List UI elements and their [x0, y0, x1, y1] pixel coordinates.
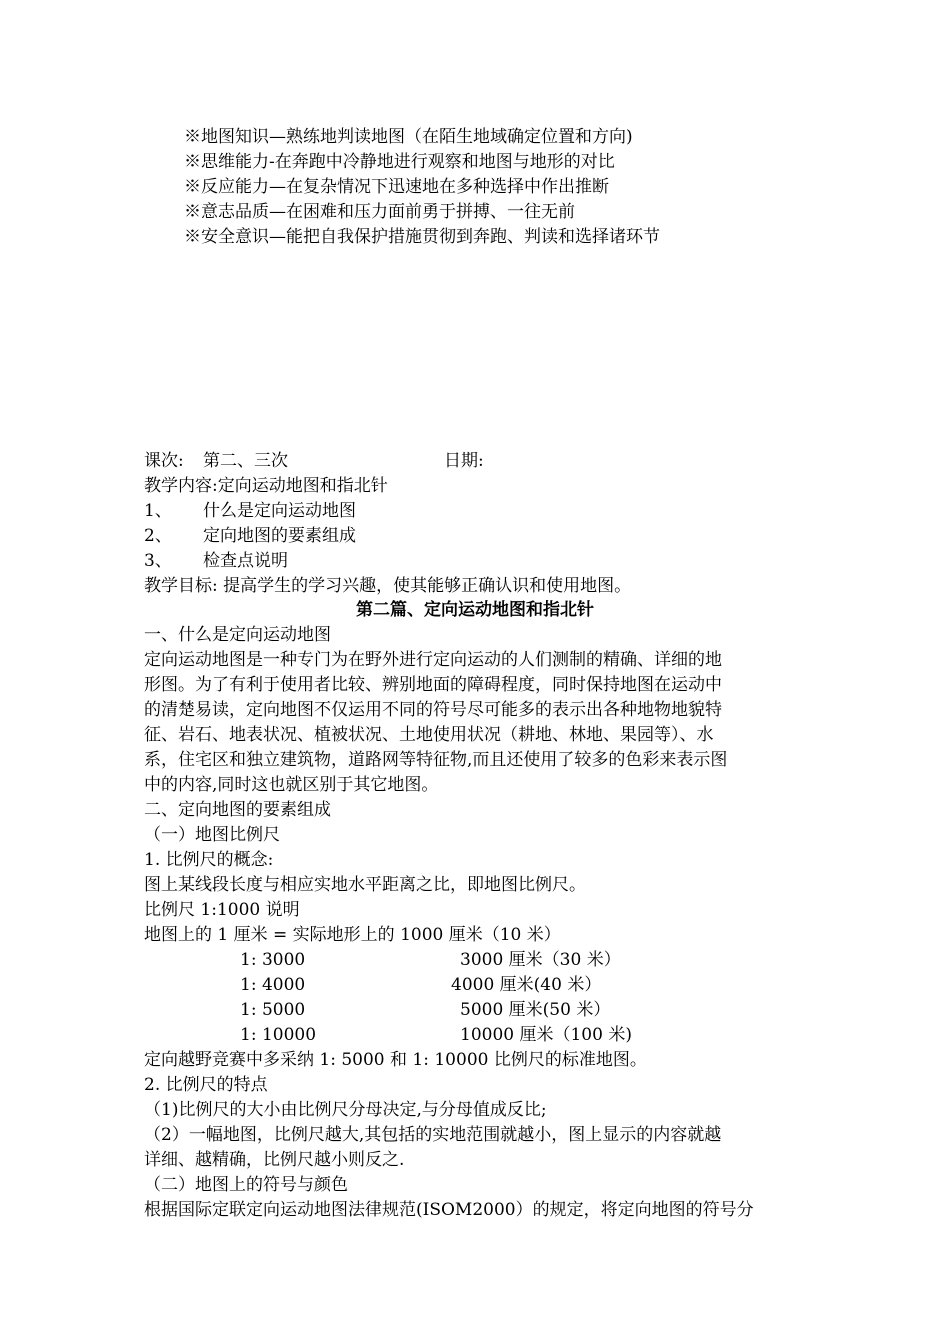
scale-value: 5000 厘米(50 米） [460, 1000, 611, 1020]
scale-ratio: 1: 4000 [240, 975, 306, 995]
scale-standard: 定向越野竞赛中多采纳 1: 5000 和 1: 10000 比例尺的标准地图。 [144, 1050, 647, 1070]
symbols-intro-line: 根据国际定联定向运动地图法律规范(ISOM2000）的规定，将定向地图的符号分 [144, 1200, 754, 1220]
scale-concept-title: 1. 比例尺的概念: [144, 850, 274, 870]
date-label: 日期: [444, 451, 484, 471]
lesson-item-num-3: 3、 [144, 551, 172, 571]
scale-feature-line: （1)比例尺的大小由比例尺分母决定,与分母值成反比; [144, 1100, 547, 1120]
scale-ratio: 1: 10000 [240, 1025, 317, 1045]
skill-safety: ※安全意识—能把自我保护措施贯彻到奔跑、判读和选择诸环节 [184, 227, 660, 247]
lesson-item-num-2: 2、 [144, 526, 172, 546]
scale-value: 10000 厘米（100 米) [460, 1025, 632, 1045]
section-1-paragraph-line: 的清楚易读，定向地图不仅运用不同的符号尽可能多的表示出各种地物地貌特 [144, 700, 722, 720]
section-2-title: 二、定向地图的要素组成 [144, 800, 331, 820]
scale-feature-line: 详细、越精确，比例尺越小则反之. [144, 1150, 405, 1170]
section-1-paragraph-line: 形图。为了有利于使用者比较、辨别地面的障碍程度，同时保持地图在运动中 [144, 675, 722, 695]
skill-reaction: ※反应能力—在复杂情况下迅速地在多种选择中作出推断 [184, 177, 609, 197]
section-1-paragraph-line: 征、岩石、地表状况、植被状况、土地使用状况（耕地、林地、果园等）、水 [144, 725, 714, 745]
scale-concept-text: 图上某线段长度与相应实地水平距离之比，即地图比例尺。 [144, 875, 586, 895]
scale-feature-title: 2. 比例尺的特点 [144, 1075, 268, 1095]
section-1-paragraph-line: 定向运动地图是一种专门为在野外进行定向运动的人们测制的精确、详细的地 [144, 650, 722, 670]
lesson-item-2: 定向地图的要素组成 [203, 526, 356, 546]
skill-thinking: ※思维能力-在奔跑中冷静地进行观察和地图与地形的对比 [184, 152, 615, 172]
lesson-content: 教学内容:定向运动地图和指北针 [144, 476, 388, 496]
scale-value: 3000 厘米（30 米） [460, 950, 621, 970]
skill-willpower: ※意志品质—在困难和压力面前勇于拼搏、一往无前 [184, 202, 575, 222]
chapter-title: 第二篇、定向运动地图和指北针 [356, 600, 594, 620]
section-1-paragraph-line: 系，住宅区和独立建筑物，道路网等特征物,而且还使用了较多的色彩来表示图 [144, 750, 728, 770]
lesson-goal: 教学目标: 提高学生的学习兴趣，使其能够正确认识和使用地图。 [144, 576, 632, 596]
lesson-item-1: 什么是定向运动地图 [203, 501, 356, 521]
scale-note: 比例尺 1:1000 说明 [144, 900, 300, 920]
scale-main: 地图上的 1 厘米 = 实际地形上的 1000 厘米（10 米） [144, 925, 561, 945]
section-1-title: 一、什么是定向运动地图 [144, 625, 331, 645]
skill-map-knowledge: ※地图知识—熟练地判读地图（在陌生地域确定位置和方向) [184, 127, 633, 147]
session-value: 第二、三次 [203, 451, 288, 471]
scale-value: 4000 厘米(40 米） [451, 975, 602, 995]
scale-ratio: 1: 5000 [240, 1000, 306, 1020]
scale-ratio: 1: 3000 [240, 950, 306, 970]
section-1-paragraph-line: 中的内容,同时这也就区别于其它地图。 [144, 775, 439, 795]
session-label: 课次: [144, 451, 184, 471]
subsection-scale-title: （一）地图比例尺 [144, 825, 280, 845]
scale-feature-line: （2）一幅地图，比例尺越大,其包括的实地范围就越小，图上显示的内容就越 [144, 1125, 722, 1145]
lesson-item-3: 检查点说明 [203, 551, 288, 571]
subsection-symbols-title: （二）地图上的符号与颜色 [144, 1175, 348, 1195]
lesson-item-num-1: 1、 [144, 501, 172, 521]
